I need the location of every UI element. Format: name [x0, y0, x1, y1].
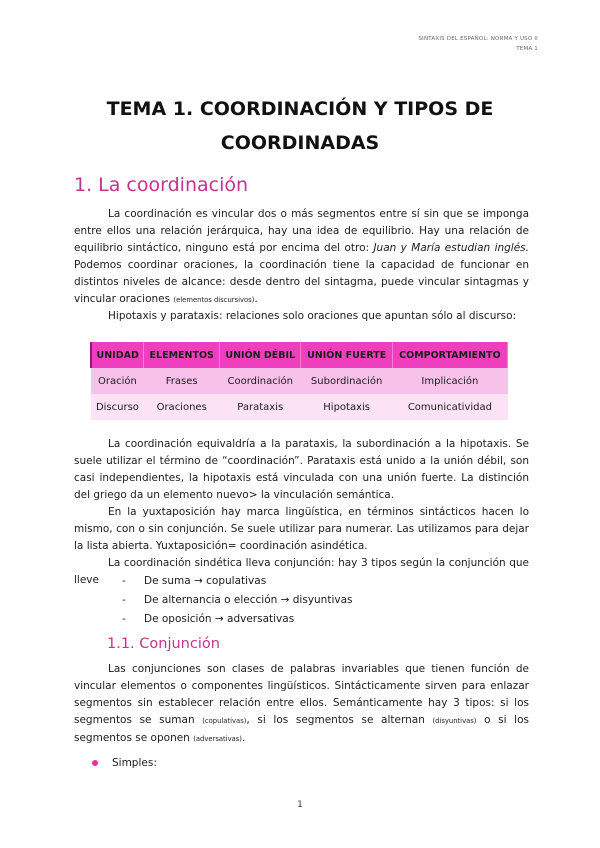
example-sentence: Juan y María estudian inglés. — [373, 242, 529, 254]
table-cell: Parataxis — [220, 394, 301, 420]
table-cell: Implicación — [392, 368, 507, 394]
table-header-cell: UNIÓN DÉBIL — [220, 342, 301, 368]
subsection-heading-conjuncion: 1.1. Conjunción — [107, 636, 220, 652]
table-cell: Discurso — [91, 394, 144, 420]
table-row — [91, 368, 508, 394]
table-cell: Comunicatividad — [392, 394, 507, 420]
paragraph-conjunciones: Las conjunciones son clases de palabras invariables que tienen función de vincular elementos o componentes lingüísticos. Sintácticamente sirven para enlazar segmentos sin establecer relación entre ellos. Semánticamente hay 3 tipos: si los segmentos se suman (copulativas), si los segmentos se alternan (disyuntivas) o si los segmentos se oponen (adversativas). — [74, 663, 529, 744]
table-header-cell: COMPORTAMIENTO — [392, 342, 507, 368]
paragraph-parataxis: La coordinación equivaldría a la parataxis, la subordinación a la hipotaxis. Se suele utilizar el término de “coordinación”. Parataxis está unido a la unión débil, son casi independientes, la hipotaxis está vinculada con una unión fuerte. La distinción del griego da un elemento nuevo> la vinculación semántica. — [74, 438, 529, 501]
table-row — [91, 394, 508, 420]
page-title: TEMA 1. COORDINACIÓN Y TIPOS DE COORDINADAS — [106, 98, 494, 154]
table-cell: Subordinación — [301, 368, 392, 394]
paragraph-coordinacion-definicion: La coordinación es vincular dos o más segmentos entre sí sin que se imponga entre ellos una relación jerárquica, hay una idea de equilibrio. Hay una relación de equilibrio sintáctico, ninguno está por encima del otro: Juan y María estudian inglés. Podemos coordinar oraciones, la coordinación tiene la capacidad de funcionar en distintos niveles de alcance: desde dentro del sintagma, puede vincular sintagmas y vincular oraciones (elementos discursivos). — [74, 208, 529, 305]
table-header-cell: UNIÓN FUERTE — [301, 342, 392, 368]
table-cell: Oraciones — [144, 394, 220, 420]
list-item: - De alternancia o elección → disyuntivas — [122, 594, 353, 606]
comparison-table — [90, 342, 508, 420]
running-header — [418, 34, 538, 54]
bullet-dot-icon — [92, 760, 98, 766]
page-number: 1 — [297, 800, 303, 810]
table-header-row — [91, 342, 508, 368]
table-cell: Coordinación — [220, 368, 301, 394]
list-item: - De oposición → adversativas — [122, 613, 295, 625]
section-heading-coordinacion: 1. La coordinación — [74, 174, 249, 196]
list-item: - De suma → copulativas — [122, 575, 267, 587]
header-course: SINTAXIS DEL ESPAÑOL: NORMA Y USO II — [418, 36, 538, 42]
table-header-cell: ELEMENTOS — [144, 342, 220, 368]
paragraph-hipotaxis-parataxis: Hipotaxis y parataxis: relaciones solo oraciones que apuntan sólo al discurso: — [108, 310, 517, 322]
paragraph-yuxtaposicion: En la yuxtaposición hay marca lingüística, en términos sintácticos hacen lo mismo, con o sin conjunción. Se suele utilizar para numerar. Las utilizamos para dejar la lista abierta. Yuxtaposición= coordinación asindética. — [74, 506, 529, 552]
table-cell: Oración — [91, 368, 144, 394]
table-cell: Frases — [144, 368, 220, 394]
header-topic: TEMA 1 — [516, 46, 538, 52]
paragraph-coordinacion-sindetica: La coordinación sindética lleva conjunción: hay 3 tipos según la conjunción que lleve — [74, 557, 529, 586]
table-cell: Hipotaxis — [301, 394, 392, 420]
bullet-simples: Simples: — [92, 757, 157, 769]
coordination-types-list — [122, 572, 353, 629]
table-header-cell: UNIDAD — [91, 342, 144, 368]
